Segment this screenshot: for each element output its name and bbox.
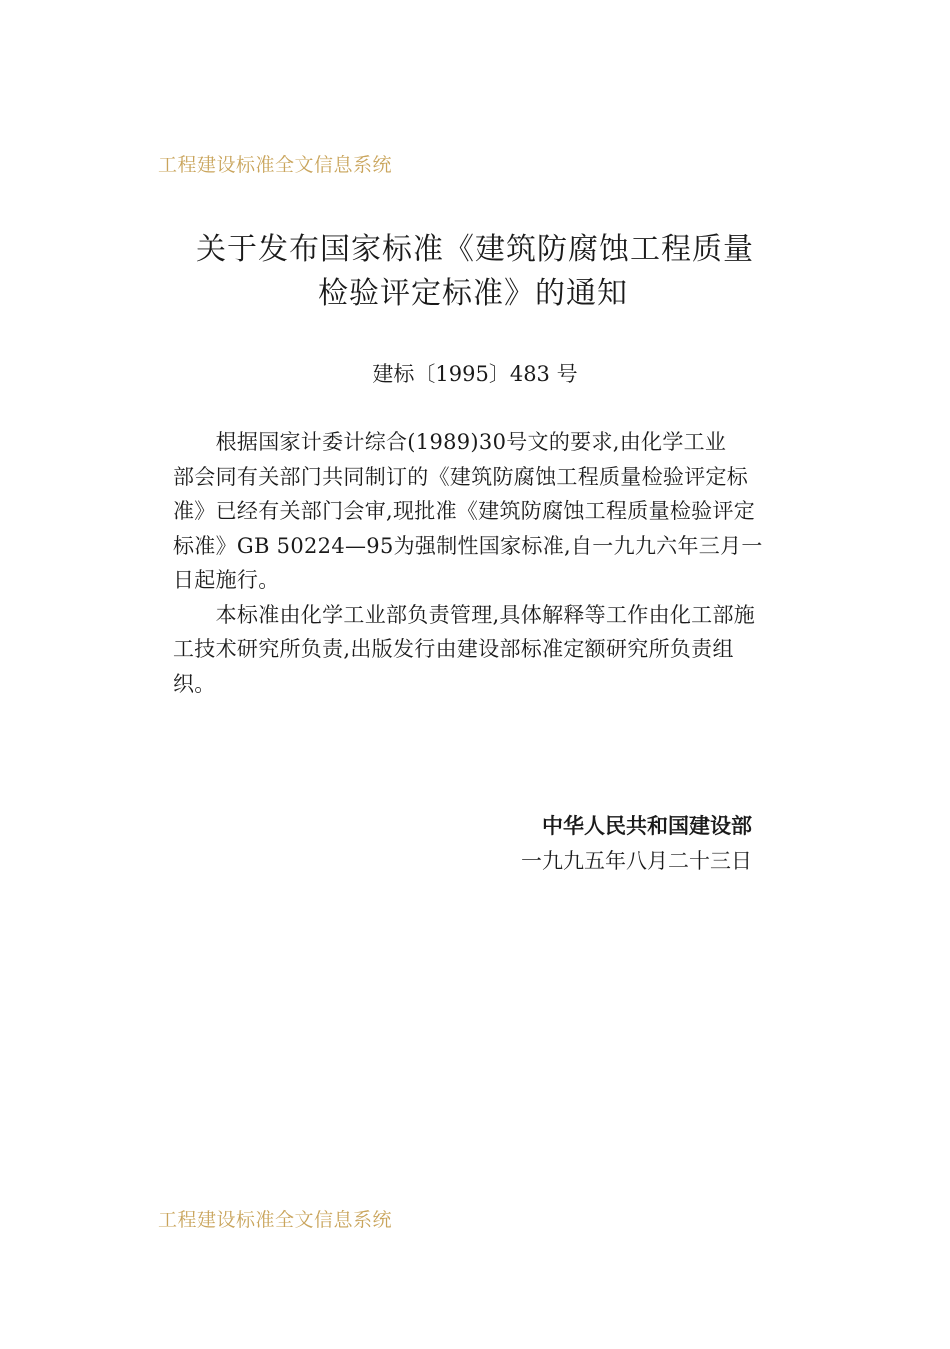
- watermark-footer: 工程建设标准全文信息系统: [158, 1209, 393, 1231]
- signature-organization: 中华人民共和国建设部: [542, 814, 752, 838]
- signature-date: 一九九五年八月二十三日: [521, 849, 752, 873]
- body-line: 日起施行。: [173, 568, 280, 592]
- watermark-header: 工程建设标准全文信息系统: [158, 154, 393, 176]
- body-line: 织。: [173, 671, 216, 696]
- document-title-line-2: 检验评定标准》的通知: [318, 276, 628, 311]
- body-line: 标准》GB 50224—95为强制性国家标准,自一九九六年三月一: [173, 533, 763, 558]
- body-line: 工技术研究所负责,出版发行由建设部标准定额研究所负责组: [173, 637, 734, 661]
- body-line: 本标准由化学工业部负责管理,具体解释等工作由化工部施: [173, 602, 756, 627]
- document-number: 建标〔1995〕483 号: [372, 362, 578, 386]
- body-line: 部会同有关部门共同制订的《建筑防腐蚀工程质量检验评定标: [173, 464, 749, 489]
- body-line: 准》已经有关部门会审,现批准《建筑防腐蚀工程质量检验评定: [173, 499, 756, 523]
- body-line: 根据国家计委计综合(1989)30号文的要求,由化学工业: [173, 430, 727, 454]
- document-title-line-1: 关于发布国家标准《建筑防腐蚀工程质量: [196, 232, 754, 267]
